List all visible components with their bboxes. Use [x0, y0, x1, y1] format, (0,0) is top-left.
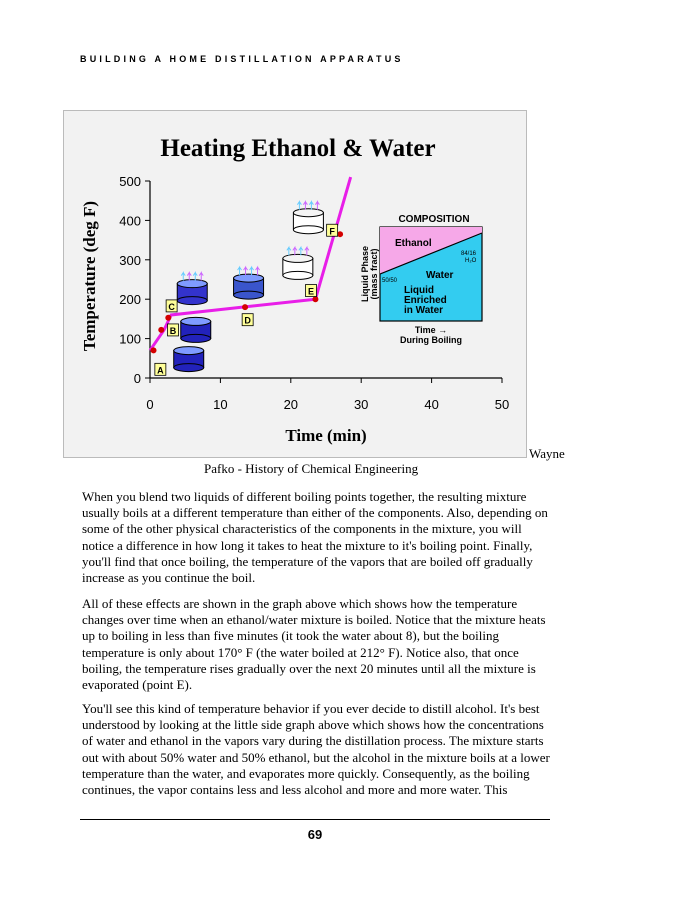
vapor-arrow: [305, 247, 309, 255]
x-axis-label: Time (min): [285, 426, 367, 445]
vapor-arrow: [315, 202, 319, 210]
inset-enriched-line2: Enriched: [404, 295, 447, 306]
point-label: D: [244, 315, 251, 326]
point-label: F: [329, 226, 335, 237]
pot-base: [283, 271, 313, 279]
pot-d-icon: [234, 267, 264, 299]
running-header: BUILDING A HOME DISTILLATION APPARATUS: [80, 54, 404, 64]
inset-water-label: Water: [426, 270, 454, 281]
y-tick-label: 400: [119, 213, 141, 229]
pot-base: [177, 297, 207, 305]
vapor-arrow: [297, 202, 301, 210]
inset-end-label: 84/16: [461, 251, 477, 257]
figure-credit-line: Pafko - History of Chemical Engineering: [204, 461, 419, 476]
pot-base: [234, 291, 264, 299]
body-paragraph-1: When you blend two liquids of different boiling points together, the resulting mixture usually boils at a different temperature than either of the components. Also, depending on some of the other physical characteristics of the components in the mixture, you will notice a difference in how long it takes to heat the mixture to it's boiling point. Finally, you'll find that once boiling, the temperature of the vapors that are boiled off gradually increase as you continue the boil.: [82, 489, 548, 586]
pot-illustrations: [174, 202, 324, 372]
body-paragraph-3: You'll see this kind of temperature behavior if you ever decide to distill alcohol. It's best understood by looking at the little side graph above which shows how the concentrations of water and ethanol in the vapors vary during the distillation process. The mixture starts out with about 50% water and 50% ethanol, but the alcohol in the mixture boils at a lower temperature than the water, and evaporates more quickly. Consequently, as the boiling continues, the vapor contains less and less alcohol and more and more water. This: [82, 701, 550, 798]
pot-base: [293, 226, 323, 234]
x-tick-label: 20: [283, 397, 299, 412]
point-marker: [165, 315, 171, 321]
vapor-arrow: [199, 273, 203, 281]
pot-f-icon: [293, 202, 323, 234]
y-tick-label: 100: [119, 331, 141, 347]
inset-ethanol-label: Ethanol: [395, 238, 432, 249]
inset-end-sub: H₂O: [465, 258, 477, 264]
pot-rim: [174, 347, 204, 355]
point-label: B: [169, 325, 177, 336]
body-paragraph-2: All of these effects are shown in the graph above which shows how the temperature changes over time when an ethanol/water mixture is boiled. Notice that the mixture heats up to boiling in less than five minutes (it took the water about 8), but the boiling temperature is only about 170° F (the water boiled at 212° F). Notice also, that once boiling, the temperature rises gradually over the next 20 minutes until all the mixture is evaporated (point E).: [82, 596, 546, 693]
pot-base: [174, 364, 204, 372]
x-tick-label: 40: [424, 397, 439, 412]
pot-rim: [293, 209, 323, 217]
chart-figure: [63, 110, 527, 458]
chart-title: Heating Ethanol & Water: [160, 135, 436, 162]
pot-rim: [234, 274, 264, 282]
y-tick-label: 500: [119, 174, 141, 189]
pot-rim: [177, 280, 207, 288]
x-tick-label: 10: [213, 397, 228, 412]
vapor-arrow: [181, 273, 185, 281]
point-marker: [312, 296, 318, 302]
vapor-arrow: [256, 267, 260, 275]
x-tick-label: 0: [146, 397, 154, 412]
inset-enriched-line1: Liquid: [404, 285, 434, 296]
pot-e-icon: [283, 247, 313, 279]
vapor-arrow: [238, 267, 242, 275]
pot-c-icon: [177, 273, 207, 305]
figure-credit-name: Wayne: [529, 446, 565, 461]
y-tick-label: 0: [133, 371, 141, 386]
inset-ylabel-line1: Liquid Phase: [360, 245, 370, 303]
point-marker: [158, 327, 164, 333]
vapor-arrow: [287, 247, 291, 255]
point-marker: [242, 304, 248, 310]
footer-rule: [80, 819, 550, 820]
x-tick-label: 30: [353, 397, 369, 412]
inset-start-label: 50/50: [382, 278, 398, 284]
inset-title: COMPOSITION: [398, 214, 470, 225]
pot-rim: [181, 317, 211, 325]
point-label: C: [168, 301, 175, 312]
point-label: A: [157, 365, 164, 376]
pot-rim: [283, 254, 313, 262]
pot-a-icon: [174, 347, 204, 372]
inset-enriched-line3: in Water: [404, 305, 444, 316]
x-tick-label: 50: [494, 397, 510, 412]
page-number: 69: [307, 827, 323, 842]
composition-inset: [360, 214, 482, 345]
pot-b-icon: [181, 317, 211, 342]
point-label: E: [308, 286, 315, 297]
y-axis-label: Temperature (deg F): [80, 200, 99, 352]
inset-xlabel-line1: Time →: [414, 325, 448, 335]
y-tick-label: 300: [119, 252, 141, 268]
point-marker: [151, 347, 157, 353]
y-tick-label: 200: [119, 292, 141, 308]
inset-xlabel-line2: During Boiling: [400, 335, 462, 345]
pot-base: [181, 334, 211, 342]
chart-svg: [64, 111, 526, 457]
inset-ylabel-line2: (mass fract): [369, 248, 379, 300]
